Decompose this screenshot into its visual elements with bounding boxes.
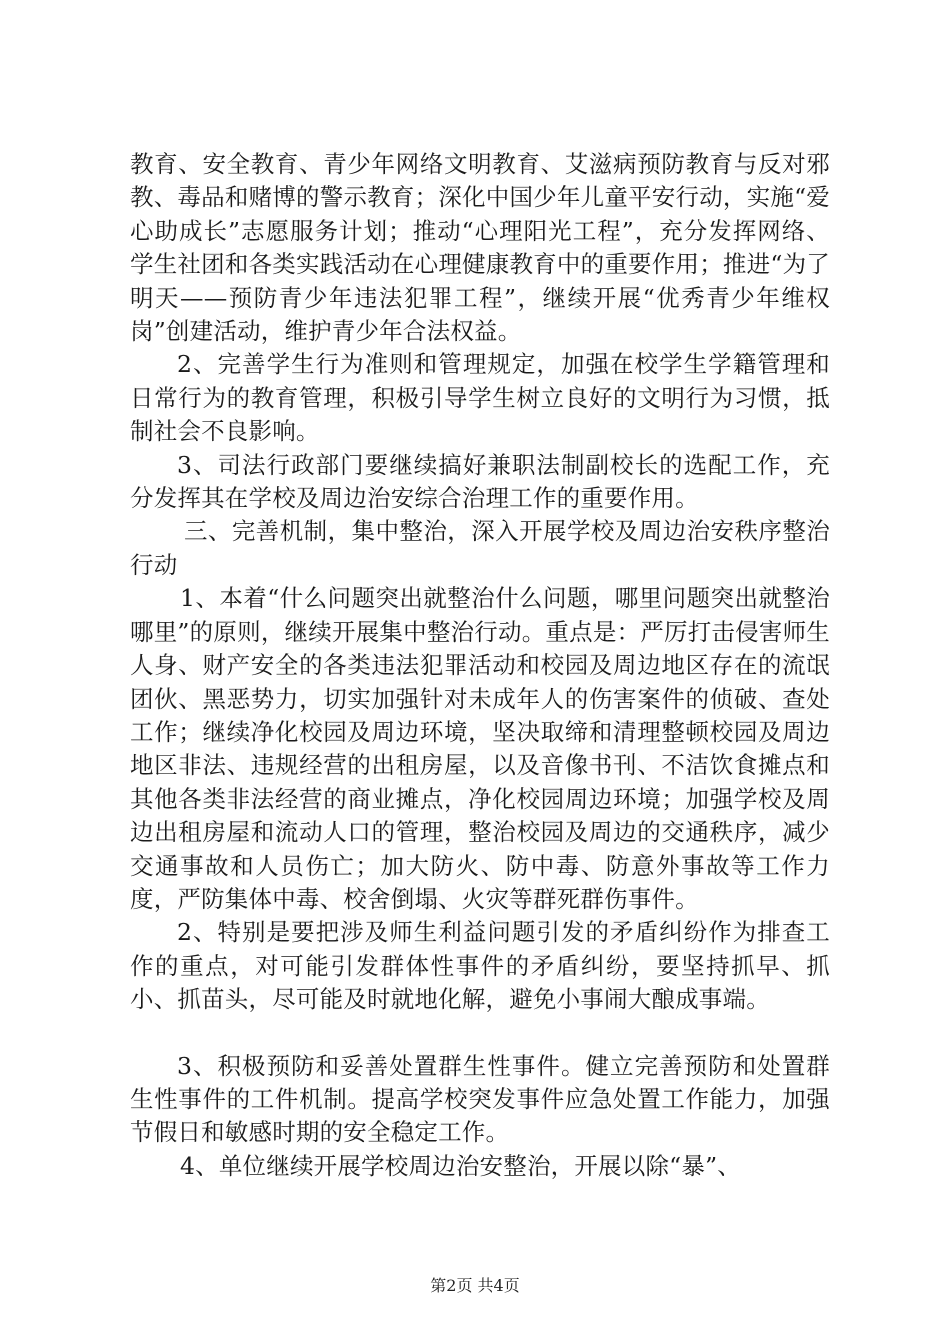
paragraph-item-2-disputes: 2、特别是要把涉及师生利益问题引发的矛盾纠纷作为排查工作的重点，对可能引发群体性事件的矛盾纠纷，要坚持抓早、抓小、抓苗头，尽可能及时就地化解，避免小事闹大酿成事端。 (130, 918, 830, 1014)
page-footer: 第2页 共4页 (430, 1276, 520, 1295)
paragraph-item-1-rectification: 1、本着“什么问题突出就整治什么问题，哪里问题突出就整治哪里”的原则，继续开展集中整治行动。重点是：严厉打击侵害师生人身、财产安全的各类违法犯罪活动和校园及周边地区存在的流氓团伙、黑恶势力，切实加强针对未成年人的伤害案件的侦破、查处工作；继续净化校园及周边环境，坚决取缔和清理整顿校园及周边地区非法、违规经营的出租房屋，以及音像书刊、不洁饮食摊点和其他各类非法经营的商业摊点，净化校园周边环境；加强学校及周边出租房屋和流动人口的管理，整治校园及周边的交通秩序，减少交通事故和人员伤亡；加大防火、防中毒、防意外事故等工作力度，严防集体中毒、校舍倒塌、火灾等群死群伤事件。 (130, 584, 830, 913)
paragraph-continuation: 教育、安全教育、青少年网络文明教育、艾滋病预防教育与反对邪教、毒品和赌博的警示教育；深化中国少年儿童平安行动，实施“爱心助成长”志愿服务计划；推动“心理阳光工程”，充分发挥网络、学生社团和各类实践活动在心理健康教育中的重要作用；推进“为了明天——预防青少年违法犯罪工程”，继续开展“优秀青少年维权岗”创建活动，维护青少年合法权益。 (130, 150, 830, 346)
paragraph-item-3-mass-incidents: 3、积极预防和妥善处置群生性事件。健立完善预防和处置群生性事件的工件机制。提高学校突发事件应急处置工作能力，加强节假日和敏感时期的安全稳定工作。 (130, 1051, 830, 1147)
paragraph-spacer (130, 1017, 830, 1050)
paragraph-item-3-legal-vice-principal: 3、司法行政部门要继续搞好兼职法制副校长的选配工作，充分发挥其在学校及周边治安综合治理工作的重要作用。 (130, 450, 830, 513)
document-body (130, 148, 830, 1183)
paragraph-item-2-student-conduct: 2、完善学生行为准则和管理规定，加强在校学生学籍管理和日常行为的教育管理，积极引导学生树立良好的文明行为习惯，抵制社会不良影响。 (130, 350, 830, 446)
paragraph-item-4-security: 4、单位继续开展学校周边治安整治，开展以除“暴”、 (180, 1151, 741, 1180)
section-heading-three: 三、完善机制，集中整治，深入开展学校及周边治安秩序整治行动 (130, 517, 830, 579)
